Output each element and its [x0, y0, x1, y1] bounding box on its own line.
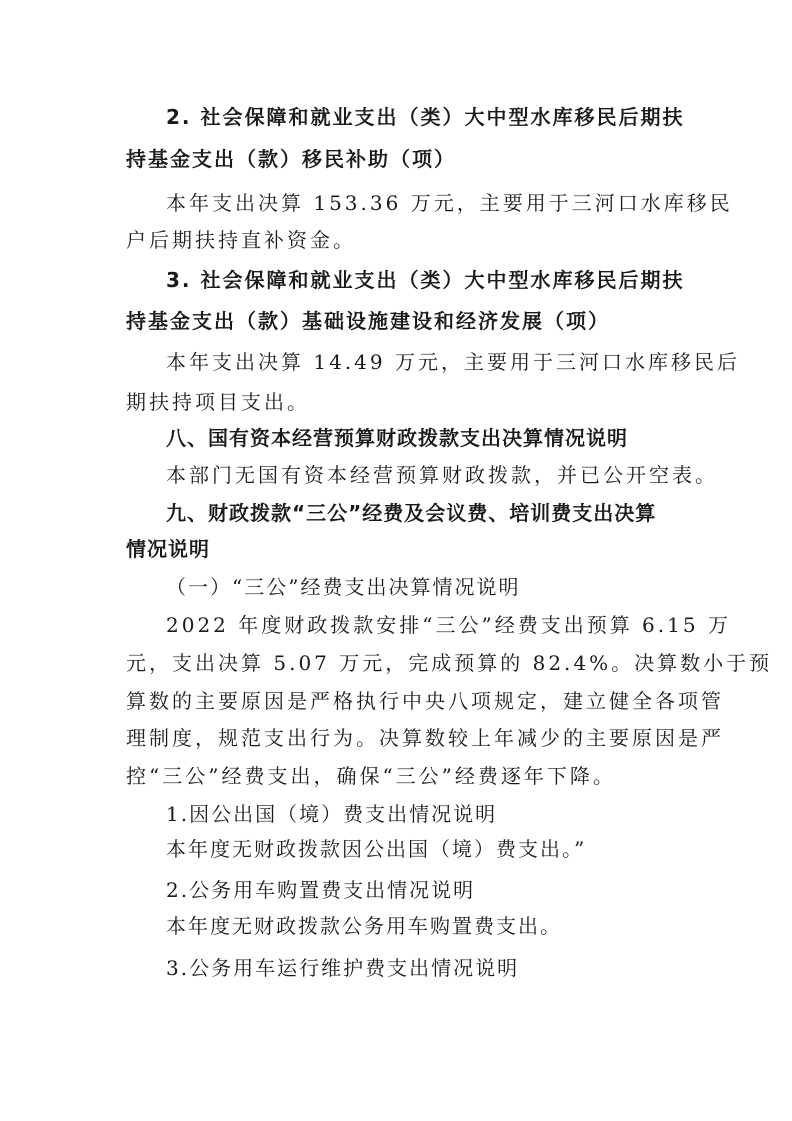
section9-heading-line1: 九、财政拨款“三公”经费及会议费、培训费支出决算 [166, 501, 657, 525]
sub1-title: 1.因公出国（境）费支出情况说明 [166, 802, 498, 826]
section9-para-line3: 算数的主要原因是严格执行中央八项规定，建立健全各项管 [126, 689, 724, 713]
section8-heading: 八、国有资本经营预算财政拨款支出决算情况说明 [166, 426, 628, 450]
section9-subheading: （一）“三公”经费支出决算情况说明 [166, 575, 521, 599]
sub1-body: 本年度无财政拨款因公出国（境）费支出。” [166, 837, 587, 861]
section9-para-line5: 控“三公”经费支出，确保“三公”经费逐年下降。 [126, 764, 616, 788]
item3-body-line2: 期扶持项目支出。 [126, 390, 310, 414]
section8-body: 本部门无国有资本经营预算财政拨款，并已公开空表。 [166, 463, 718, 487]
item3-title-line1: 3. 社会保障和就业支出（类）大中型水库移民后期扶 [166, 268, 685, 292]
sub2-body: 本年度无财政拨款公务用车购置费支出。 [166, 914, 562, 938]
item2-body-line1: 本年支出决算 153.36 万元，主要用于三河口水库移民 [166, 191, 733, 215]
section9-heading-line2: 情况说明 [126, 537, 210, 561]
sub2-title: 2.公务用车购置费支出情况说明 [166, 878, 476, 902]
section9-para-line1: 2022 年度财政拨款安排“三公”经费支出预算 6.15 万 [166, 613, 731, 637]
item3-body-line1: 本年支出决算 14.49 万元，主要用于三河口水库移民后 [166, 350, 740, 374]
item2-title-line1: 2. 社会保障和就业支出（类）大中型水库移民后期扶 [166, 105, 685, 129]
section9-para-line2: 元，支出决算 5.07 万元，完成预算的 82.4%。决算数小于预 [126, 651, 773, 675]
sub3-title: 3.公务用车运行维护费支出情况说明 [166, 956, 520, 980]
item2-body-line2: 户后期扶持直补资金。 [126, 228, 356, 252]
item2-title-line2: 持基金支出（款）移民补助（项） [126, 147, 456, 171]
item3-title-line2: 持基金支出（款）基础设施建设和经济发展（项） [126, 309, 610, 333]
section9-para-line4: 理制度，规范支出行为。决算数较上年减少的主要原因是严 [126, 726, 724, 750]
